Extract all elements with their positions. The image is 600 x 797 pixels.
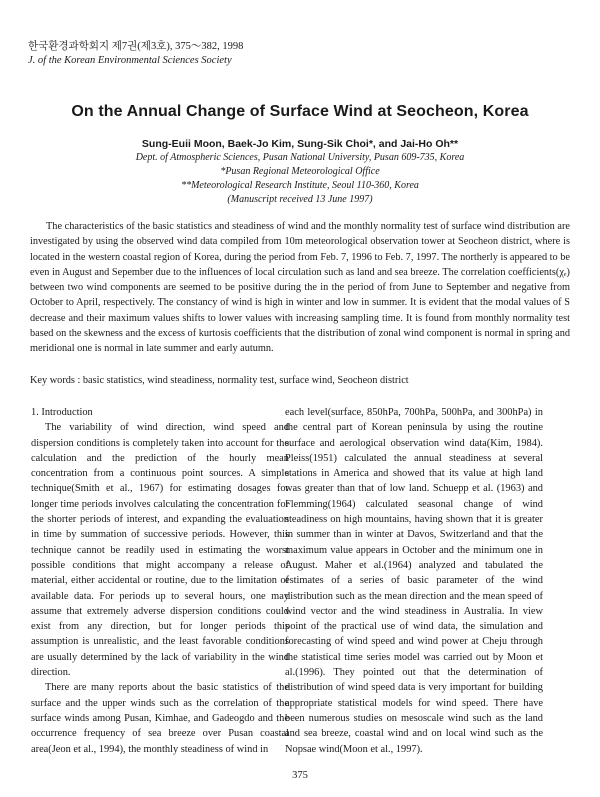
affiliation-2: *Pusan Regional Meteorological Office bbox=[220, 166, 380, 177]
manuscript-received: (Manuscript received 13 June 1997) bbox=[227, 194, 373, 205]
journal-citation-english: J. of the Korean Environmental Sciences Society bbox=[28, 55, 232, 66]
abstract: The characteristics of the basic statistics and steadiness of wind and the monthly normality test of surface wind distribution are investigated by using the observed wind data compiled from 10m meteorological observation tower at Seocheon district, where is located in the western coastal region of Korea, during the period from Feb. 7, 1996 to Feb. 7, 1997. The northerly is appeared to be even in August and Sepember due to the influences of local circulation such as land and sea breeze. The correlation coefficients(χₑ) between two wind components are seemed to be positive during the in the period of from June to September and negative from October to April, respectively. The constancy of wind is high in winter and low in summer. It is evident that the modal values of S decrease and their maximum values shifts to lower values with increasing sampling time. It is found from monthly normality test based on the skewness and the excess of kurtosis coefficients that the distribution of zonal wind component is normal in spring and meridional one is normal in late summer and early autumn. bbox=[30, 221, 570, 355]
section-heading-introduction: 1. Introduction bbox=[31, 407, 93, 418]
paper-title: On the Annual Change of Surface Wind at Seocheon, Korea bbox=[71, 103, 529, 120]
page-number: 375 bbox=[292, 770, 308, 781]
body-paragraph: The variability of wind direction, wind speed and dispersion conditions is completely taken into account for the calculation and the prediction of the hourly mean concentration from a continuous point sources. A simple technique(Smith et al., 1967) for estimating dosages for longer time periods involves calculating the concentration for the shorter periods of interest, and expanding the evaluation in time by summation of successive periods. However, this technique cannot be readily used in estimating the worst possible conditions that might accompany a release of material, either accidental or routine, due to the limitation of available data. For periods up to several hours, one may assume that extremely adverse dispersion conditions could exist from any direction, but for longer periods this assumption is unrealistic, and the least favorable conditions are usually determined by the lack of variability in the wind direction. bbox=[31, 422, 289, 679]
affiliation-3: **Meteorological Research Institute, Seoul 110-360, Korea bbox=[181, 180, 419, 191]
affiliation-1: Dept. of Atmospheric Sciences, Pusan National University, Pusan 609-735, Korea bbox=[135, 152, 465, 163]
journal-citation-korean: 한국환경과학회지 제7권(제3호), 375～382, 1998 bbox=[28, 41, 244, 52]
keywords: Key words : basic statistics, wind steadiness, normality test, surface wind, Seocheon district bbox=[30, 375, 409, 386]
body-paragraph: There are many reports about the basic statistics of the surface and the upper winds such as the correlation of the surface winds among Pusan, Kimhae, and Gadeogdo and the occurrence frequency of sea breeze over Pusan coastal area(Jeon et al., 1994), the monthly steadiness of wind in bbox=[31, 682, 289, 755]
journal-header bbox=[28, 40, 243, 68]
left-column bbox=[31, 405, 289, 757]
author-list: Sung-Euii Moon, Baek-Jo Kim, Sung-Sik Choi*, and Jai-Ho Oh** bbox=[141, 138, 459, 150]
body-paragraph: each level(surface, 850hPa, 700hPa, 500hPa, and 300hPa) in the central part of Korean peninsula by using the routine surface and aerological observation wind data(Kim, 1984). Pleiss(1951) calculated the annual steadiness at several stations in America and showed that its value at high land was greater than that of low land. Schuepp et al. (1963) and Flemming(1964) calculated seasonal change of wind steadiness on high mountains, having shown that it is greater in summer than in winter at Davos, Switzerland and that the maximum value appears in October and the minimum one in August. Maher et al.(1964) analyzed and tabulated the estimates of a series of basic parameter of the wind distribution such as the mean direction and the mean speed of wind vector and the wind steadiness in Australia. In view point of the practical use of wind data, the simulation and forecasting of wind speed and wind power at Cheju through the statistical time series model was carried out by Moon et al.(1996). They pointed out that the determination of distribution of wind speed data is very important for building appropriate statistical models for wind speed. There have been numerous studies on mesoscale wind such as the land and sea breeze, coastal wind and on local wind such as the Nopsae wind(Moon et al., 1997). bbox=[285, 407, 543, 755]
right-column bbox=[285, 405, 543, 757]
